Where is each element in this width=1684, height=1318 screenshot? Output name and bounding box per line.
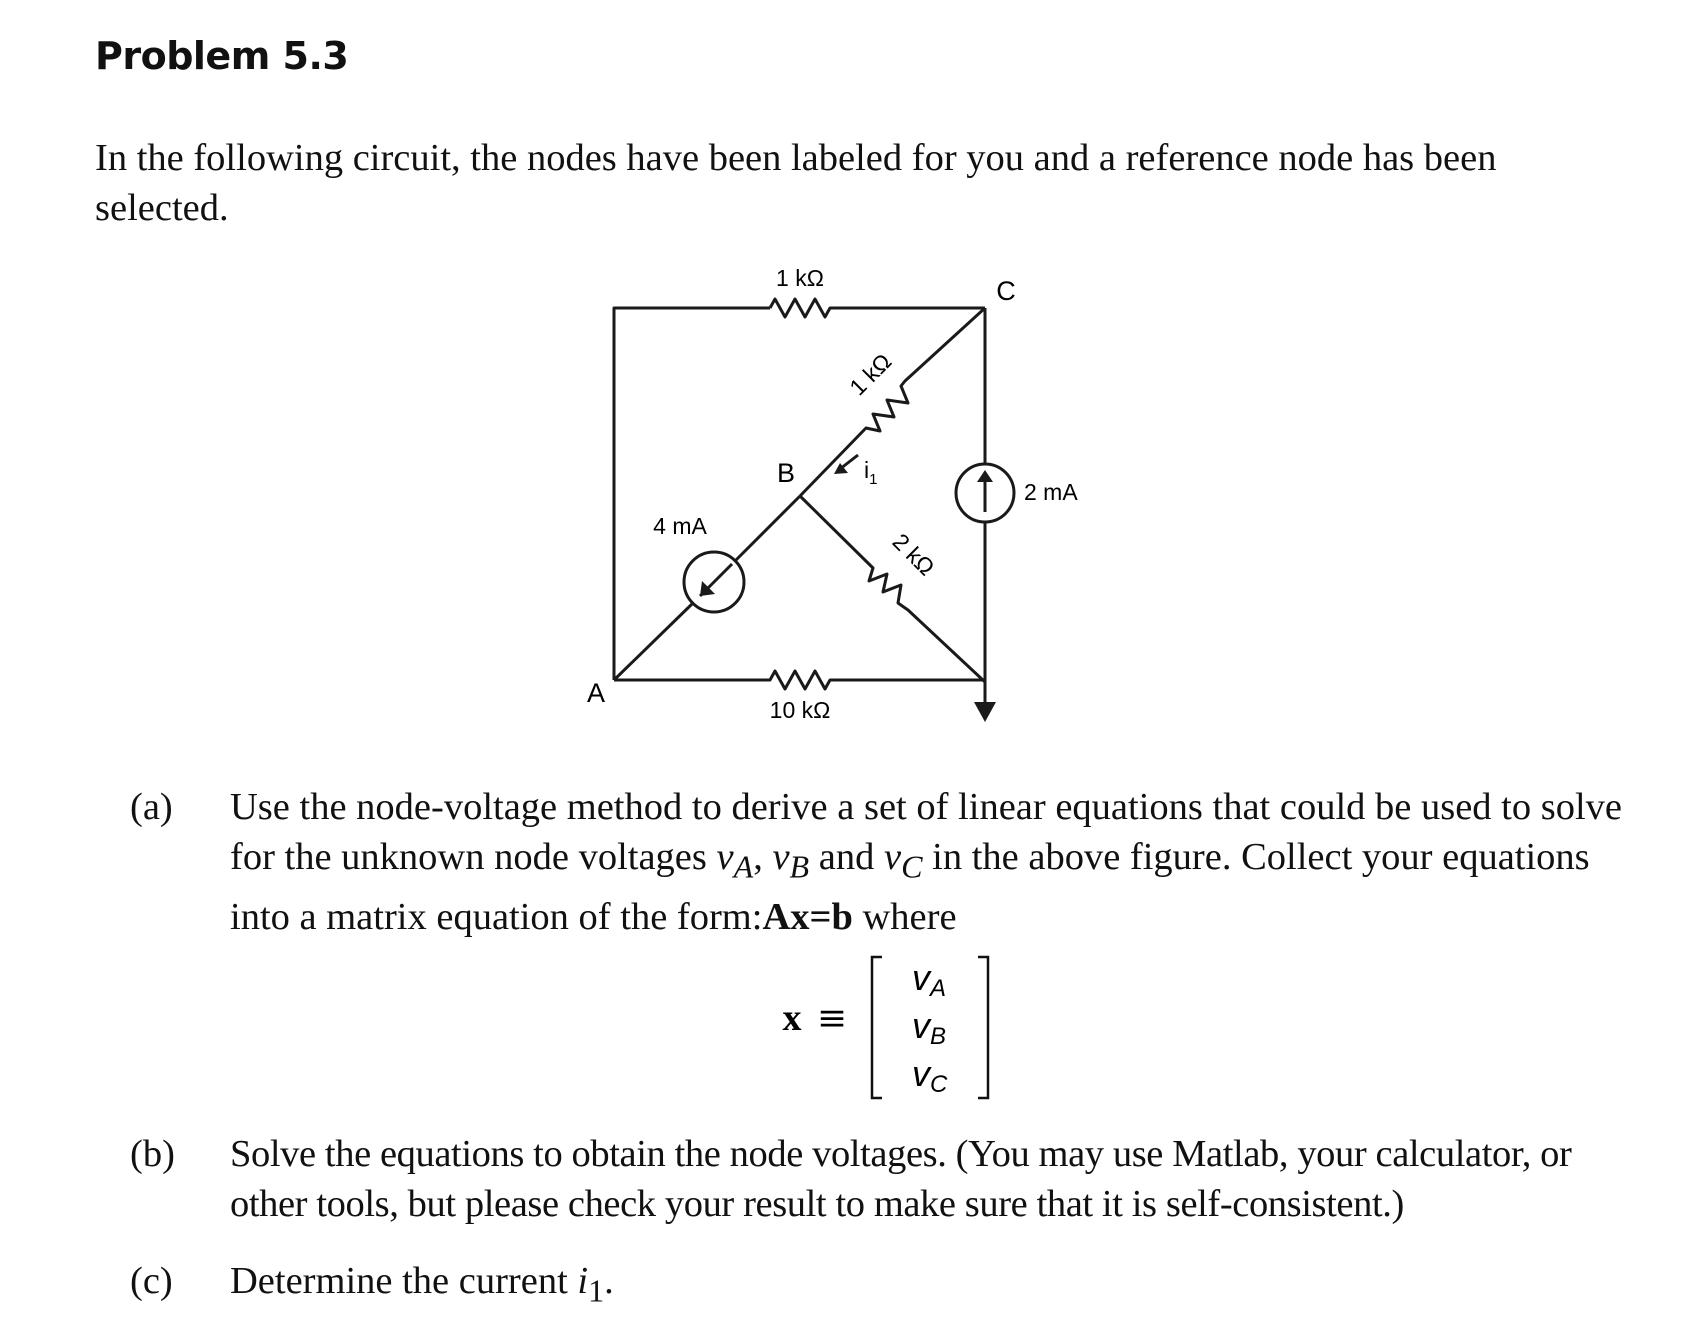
label-r-top: 1 kΩ xyxy=(776,265,824,291)
label-current-i1 xyxy=(864,457,877,488)
matrix-vb-sub: B xyxy=(930,1023,947,1050)
var-vc-v: v xyxy=(884,836,902,878)
var-va-v: v xyxy=(716,836,734,878)
label-r-b-ref: 2 kΩ xyxy=(887,528,940,581)
label-source-2ma: 2 mA xyxy=(1024,479,1078,505)
label-node-b: B xyxy=(776,458,796,488)
var-vc xyxy=(884,836,923,885)
var-i1-sub: 1 xyxy=(588,1272,605,1309)
resistor-bc xyxy=(800,308,985,496)
question-c xyxy=(130,1256,1650,1316)
var-vb-sub: B xyxy=(789,848,810,885)
right-bracket xyxy=(978,957,988,1098)
var-vb-v: v xyxy=(772,836,790,878)
ground-arrow-icon xyxy=(974,702,996,722)
label-r-bc: 1 kΩ xyxy=(844,348,897,401)
question-c-text-2: . xyxy=(604,1260,614,1302)
label-source-4ma: 4 mA xyxy=(653,513,707,539)
question-c-label: (c) xyxy=(130,1260,173,1302)
question-a-text-3: where xyxy=(852,895,957,938)
var-va xyxy=(716,836,754,885)
matrix-entry-va xyxy=(912,957,946,1002)
matrix-entry-vc xyxy=(912,1053,948,1098)
wire-source-b xyxy=(736,496,800,560)
equivalence-symbol: ≡ xyxy=(816,998,848,1039)
var-vc-sub: C xyxy=(901,848,923,885)
label-current-sub: 1 xyxy=(869,471,878,488)
question-a-sep-1: , xyxy=(753,836,773,878)
matrix-entry-vb xyxy=(912,1005,946,1050)
label-current-i: i xyxy=(864,457,870,483)
question-b xyxy=(130,1129,1650,1229)
question-a-text-2: in the above figure. Collect your equations into a matrix equation of the form: xyxy=(230,836,1590,938)
label-node-a: A xyxy=(586,678,606,708)
question-a-text-1: Use the node-voltage method to derive a set of linear equations that could be used to solve for the unknown node voltages xyxy=(230,786,1623,878)
vector-x-definition xyxy=(760,945,1020,1105)
question-a-label: (a) xyxy=(130,786,173,828)
resistor-bottom xyxy=(614,671,985,689)
matrix-va-sub: A xyxy=(930,975,947,1002)
left-bracket xyxy=(872,957,882,1098)
resistor-top xyxy=(770,299,985,317)
question-c-text-1: Determine the current xyxy=(230,1260,578,1302)
matrix-vc-sub: C xyxy=(930,1071,948,1098)
var-i1: i xyxy=(577,1260,589,1302)
problem-title: Problem 5.3 xyxy=(95,34,349,78)
matrix-equation-form: Ax=b xyxy=(762,895,853,938)
matrix-vb-v: v xyxy=(912,1005,930,1046)
resistor-b-ref xyxy=(800,496,985,682)
intro-paragraph: In the following circuit, the nodes have been labeled for you and a reference node has been selected. xyxy=(95,137,1497,229)
label-node-c: C xyxy=(996,276,1016,306)
var-va-sub: A xyxy=(733,848,754,885)
question-b-label: (b) xyxy=(130,1133,175,1175)
question-a-text xyxy=(230,782,1650,942)
question-a xyxy=(130,782,1650,942)
question-b-text: Solve the equations to obtain the node voltages. (You may use Matlab, your calculator, or other tools, but please check your result to make sure that it is self-consistent.) xyxy=(230,1133,1572,1225)
wire-a-source xyxy=(614,604,692,680)
question-a-sep-2: and xyxy=(809,836,884,878)
matrix-vc-v: v xyxy=(912,1053,930,1094)
question-c-text xyxy=(230,1256,1650,1316)
var-vb xyxy=(772,836,810,885)
circuit-diagram xyxy=(560,255,1120,725)
label-r-bottom: 10 kΩ xyxy=(769,697,831,723)
wire-left xyxy=(614,308,770,680)
vector-x-label: x xyxy=(782,997,802,1039)
matrix-va-v: v xyxy=(912,957,930,998)
